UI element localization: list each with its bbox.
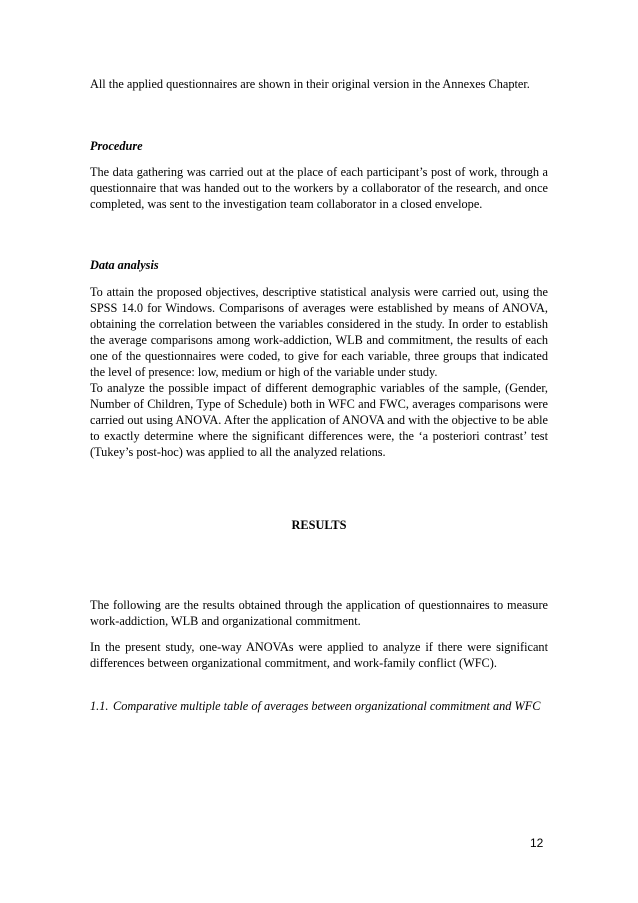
page-number: 12 — [530, 836, 544, 850]
data-analysis-heading: Data analysis — [90, 258, 159, 272]
results-paragraph-2 — [90, 639, 548, 671]
subsection-heading — [90, 698, 548, 714]
subsection-title: Comparative multiple table of averages between organizational commitment and WFC — [113, 699, 541, 713]
annex-note-text: All the applied questionnaires are shown in their original version in the Annexes Chapter. — [90, 77, 530, 91]
procedure-paragraph — [90, 164, 548, 212]
procedure-text: The data gathering was carried out at the place of each participant’s post of work, through a questionnaire that was handed out to the workers by a collaborator of the research, and once completed, was sent to the investigation team collaborator in a closed envelope. — [90, 165, 548, 211]
results-paragraph-1 — [90, 597, 548, 629]
procedure-heading: Procedure — [90, 139, 143, 153]
subsection-number: 1.1. — [90, 699, 109, 713]
results-text-2: In the present study, one-way ANOVAs were applied to analyze if there were significant differences between organizational commitment, and work-family conflict (WFC). — [90, 640, 548, 670]
data-analysis-text-2: To analyze the possible impact of different demographic variables of the sample, (Gender, Number of Children, Type of Schedule) both in WFC and FWC, averages comparisons were carried out using ANOVA. After the application of ANOVA and with the objective to be able to exactly determine where the significant differences were, the ‘a posteriori contrast’ test (Tukey’s post-hoc) was applied to all the analyzed relations. — [90, 381, 548, 459]
data-analysis-paragraph — [90, 284, 548, 460]
results-text-1: The following are the results obtained through the application of questionnaires to measure work-addiction, WLB and organizational commitment. — [90, 598, 548, 628]
results-heading: RESULTS — [291, 518, 347, 532]
annex-note-paragraph — [90, 76, 548, 92]
data-analysis-text-1: To attain the proposed objectives, descriptive statistical analysis were carried out, using the SPSS 14.0 for Windows. Comparisons of averages were established by means of ANOVA, obtaining the correlation between the variables considered in the study. In order to establish the average comparisons among work-addiction, WLB and commitment, the results of each one of the questionnaires were coded, to give for each variable, three groups that indicated the level of presence: low, medium or high of the variable under study. — [90, 285, 548, 379]
